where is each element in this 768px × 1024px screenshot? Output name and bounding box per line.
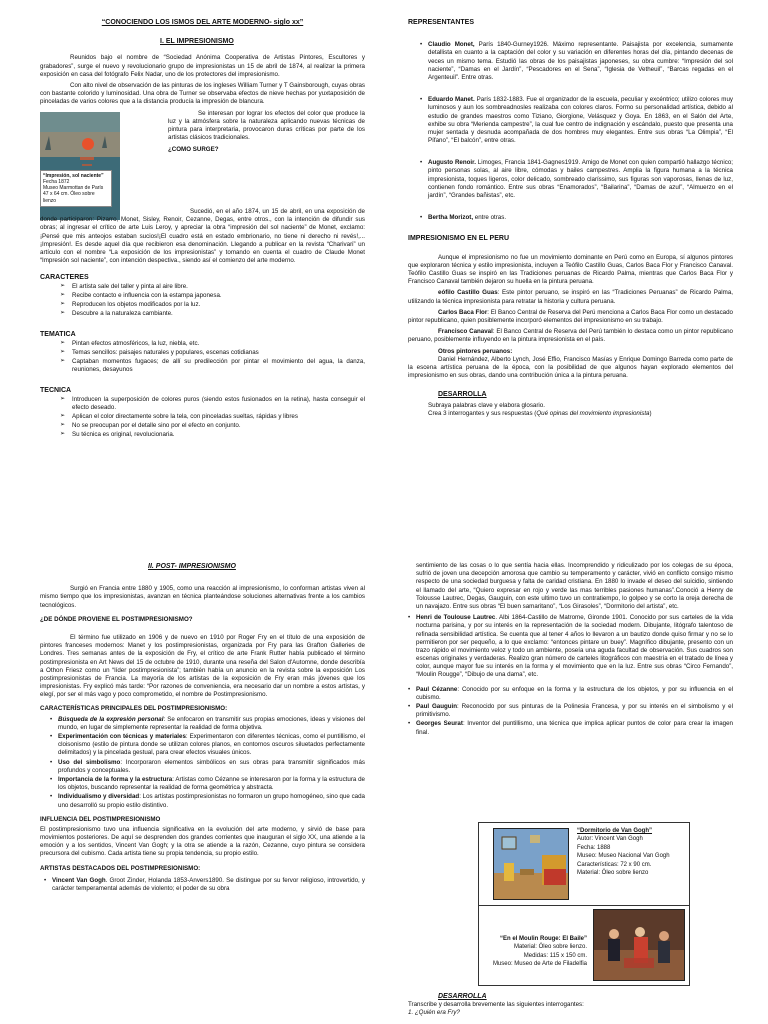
desarrolla-heading: DESARROLLA: [438, 391, 487, 399]
list-item: ➢ Temas sencillos: paisajes naturales y populares, escenas cotidianas: [72, 349, 365, 357]
tecnica-heading: TECNICA: [40, 387, 72, 395]
influencia-paragraph: El postimpresionismo tuvo una influencia significativa en la evolución del arte moderno, y sirvió de base para movimientos posteriores. De aquí se desprenden dos grandes corrientes que inauguran el siglo XX, una atiende a la emoción y a los sentidos, Vincent Van Gogh; y la otra se atiende a la razón, Cezanne, cuyo pintura se considera precursora del cubismo. Cada artista tiene su propia tendencia, su propio estilo.: [40, 825, 365, 858]
list-item: • Individualismo y diversidad: Los artistas postimpresionistas no formaron un grupo homogéneo, sino que cada uno desarrolló su propio estilo distintivo.: [58, 793, 365, 809]
list-item: ➢ Pintan efectos atmosféricos, la luz, niebla, etc.: [72, 340, 365, 348]
list-item: • Importancia de la forma y la estructura: Artistas como Cézanne se interesaron por la forma y la estructura de los objetos, buscando representar la realidad de forma geométrica y abstracta.: [58, 776, 365, 792]
list-item: • Experimentación con técnicas y materiales: Experimentaron con diferentes técnicas, como el puntillismo, el cloisonismo (estilo de pintura donde se utilizan colores planos, en contornos oscuros siluetados perfectamente delimitados) y la pincelada gestual, para crear efectos visuales únicos.: [58, 733, 365, 758]
peru-heading: IMPRESIONISMO EN EL PERU: [408, 235, 509, 243]
list-item: ➢ Reproducen los objetos modificados por la luz.: [72, 301, 365, 309]
impresionismo-paragraph-1: Reunidos bajo el nombre de “Sociedad Anónima Cooperativa de Artistas Pintores, Escultores y grabadores”, surge el nuevo y revolucionario grupo de impresionistas un 15 de abril de 1874, al realizar la primera exposición en casa del fotógrafo Felix Nadar, uno de los protectores del impresionismo.: [40, 54, 365, 78]
list-item: • Búsqueda de la expresión personal: Se enfocaron en transmitir sus propias emociones, ideas y visiones del mundo, en lugar de simplemente representar la realidad de forma objetiva.: [58, 716, 365, 732]
caracteristicas-heading: CARACTERÍSTICAS PRINCIPALES DEL POSTIMPRESIONISMO:: [40, 705, 228, 713]
moulin-rouge-painting: [593, 909, 685, 981]
list-item: ➢ Captaban momentos fugaces; de allí su predilección por pintar el movimiento del agua, la danza, reuniones, desayunos: [72, 358, 365, 374]
text-beside-painting: [168, 110, 365, 157]
artistas-list: [40, 877, 365, 893]
caracteres-heading: CARACTERES: [40, 274, 89, 282]
list-item: ➢ El artista sale del taller y pinta al aire libre.: [72, 283, 365, 291]
artist-cezanne: • Paul Cézanne: Conocido por su enfoque en la forma y la estructura de los objetos, y por su influencia en el cubismo.: [416, 686, 733, 702]
painting-caption: “Impresión, sol naciente” Fecha 1872 Museo Marmottan de París 47 x 64 cm. Óleo sobre lienzo: [40, 170, 112, 207]
top-left-history: [40, 208, 365, 440]
desarrolla-item-2: Crea 3 interrogantes y sus respuestas (Qué opinas del movimiento impresionista): [428, 409, 652, 417]
como-surge-paragraph: Sucedió, en el año 1874, un 15 de abril, en una exposición de donde participaron: Pizarro, Monet, Sisley, Renoir, Cezanne, Degas, entre otros., con la intención de difundir sus obras; al ingresar el crítico de arte Luis Leroy, y apreciar la obra “impresión del sol naciente” de Monet, exclamo: ¡Pensé que mis anteojos estaban sucios!¡El cuadro está en estado embrionario, no tiene ni derecho ni revés!,...¡Impresión!. Es desde aquel día que recibieron esa denominación. Llegando a publicar en la revista “Charivari” un artículo con el nombre “La exposición de los impresionistas” y tomando en cuenta el cuadro de Claude Monet “Impresión sol naciente”, con intención despectiva., siendo así el comienzo del arte moderno.: [40, 208, 365, 265]
doc-title: “CONOCIENDO LOS ISMOS DEL ARTE MODERNO- siglo xx”: [101, 19, 304, 26]
dormitorio-image: [494, 829, 568, 899]
bottom-right-desarrolla: [408, 992, 733, 1018]
representantes-list: [408, 41, 733, 222]
post-paragraph-1: Surgió en Francia entre 1880 y 1905, como una reacción al impresionismo, lo conforman artistas viven al mismo tiempo que los impresionistas, avanzan en técnica planteándose soluciones alternativas frente a los cambios tecnológicos.: [40, 585, 365, 609]
artist-morizot: • Bertha Morizot, entre otras.: [428, 214, 733, 222]
impresion-sol-naciente-painting: [40, 112, 120, 220]
moulin-rouge-image: [594, 910, 684, 980]
artist-toulouse: • Henri de Toulouse Lautrec. Albi 1864-Castillo de Matrome, Gironde 1901. Conocido por sus carteles de la vida nocturna parisina, y por su interés en la representación de la sociedad modern. Dibujante, litógrafo talentoso de refinada sensibilidad artística. Se cuenta que al tener 4 años lo llevaron a un bautizo donde quiso firmar y no se lo permitieron por ser pequeño, a lo que exclamo: “entonces pintare un buey”. Magnífico dibujante, presento con un trazo rápido el movimiento veloz y todo un ambiente, poseía una aguda facultad de observación. Sus cuadros son escenas originales y verdaderas. Realizo gran número de carteles litográficos con maestría en el tratado de línea y color, aunque mayor fue su interés en la forma y el movimiento que en la luz. Entre sus obras “Circo Fernando”, “Moulin Rougge”, “Dibujo de una dama”, etc.: [416, 614, 733, 680]
otros-paragraph: Daniel Hernández, Alberto Lynch, José Effio, Francisco Masías y Enrique Domingo Barreda como parte de la escena artística peruana de la época, con la posibilidad de que algunos hayan explorado elementos del impresionismo en sus obras, dando una contribución única a la pintura peruana.: [408, 355, 733, 380]
desarrolla-question-1: 1. ¿Quién era Fry?: [408, 1009, 460, 1017]
obras-table: [478, 822, 690, 986]
artist-monet: • Claudio Monet, París 1840-Gurney1926. Máximo representante. Paisajista por excelencia, sumamente detallista en cuanto a la captación del color y su variación en diferentes horas del día, pintando decenas de veces un mismo tema. Estudió las obras de los paisajistas japoneses, su obra cumbre: “Impresión del sol naciente”, “Damas en el Jardín”, “Pescadores en el Sena”, “Iglesia de Vetheuil”, “Barcas regadas en el Argenteuil”. Entre otras.: [428, 41, 733, 82]
baca-paragraph: Carlos Baca Flor: El Banco Central de Reserva del Perú menciona a Carlos Baca Flor como un destacado pintor republicano, quien posiblemente incorporó elementos del impresionismo en su trabajo.: [408, 308, 733, 324]
dormitorio-painting: [493, 828, 569, 900]
section-postimpresionismo: II. POST- IMPRESIONISMO: [148, 563, 236, 570]
artist-vangogh: • Vincent Van Gogh. Groot Zinder, Holanda 1853-Anvers1890. Se distingue por su fervor religioso, introvertido, y carácter temperamental además de violento; el poder de su obra: [52, 877, 365, 893]
list-item: ➢ Descubre a la naturaleza cambiante.: [72, 310, 365, 318]
artistas-heading: ARTISTAS DESTACADOS DEL POSTIMPRESIONISMO:: [40, 864, 201, 872]
caracteristicas-list: [40, 716, 365, 810]
list-item: • Uso del simbolismo: Incorporaron elementos simbólicos en sus obras para transmitir significados más profundos y conceptuales.: [58, 759, 365, 775]
bottom-right-column: [408, 562, 733, 738]
obra-row-1: [479, 823, 689, 906]
tematica-list: [40, 340, 365, 375]
representantes-heading: REPRESENTANTES: [408, 19, 474, 26]
influencia-heading: INFLUENCIA DEL POSTIMPRESIONISMO: [40, 815, 161, 823]
tecnica-list: [40, 396, 365, 440]
post-artists-list: [408, 614, 733, 737]
dormitorio-info: “Dormitorio de Van Gogh” Autor: Vincent Van Gogh Fecha: 1888 Museo: Museo Nacional Van Gogh Características: 72 x 90 cm. Material: Óleo sobre lienzo: [577, 828, 670, 876]
impresionismo-paragraph-2: Con alto nivel de observación de las pinturas de los ingleses William Turner y T Gainsborough, cuyas obras con bastante colorido y luminosidad. Una obra de Turner se observaba efectos de nieve hechas por yuxtaposición de pinceladas de varios colores que a la distancia producía la impresión de blancura.: [40, 82, 365, 106]
artist-manet: • Eduardo Manet. París 1832-1883. Fue el organizador de la escuela, peculiar y excéntrico; utilizo colores muy luminosos y aun los sombreadnosles realizaba con colores claros. Formo su personalidad artística, debido al estudio de grandes maestros como Tiziano, Giorgione, Velásquez y Goya. En 1863, en el Salón del Arte, exhibe su obra “Merienda campestre”, la cual fue centro de indignación y escándalo, puesto que presenta una mujer sentada y desnuda acompañada de dos hombres muy elegantes. Entre sus obras “La Olimpia”, “El Pífano”, “El balcón”, entre otras.: [428, 96, 733, 145]
origen-heading: ¿DE DÓNDE PROVIENE EL POSTIMPRESIONISMO?: [40, 615, 193, 623]
canaval-paragraph: Francisco Canaval: El Banco Central de Reserva del Perú también lo destaca como un pintor republicano peruano, posiblemente influyendo en la pintura impresionista en el país.: [408, 328, 733, 344]
list-item: ➢ Recibe contacto e influencia con la estampa japonesa.: [72, 292, 365, 300]
artist-seurat: • Georges Seurat: Inventor del puntillismo, una técnica que implica aplicar puntos de color para crear la imagen final.: [416, 720, 733, 736]
list-item: ➢ Aplican el color directamente sobre la tela, con pinceladas sueltas, rápidas y libres: [72, 413, 365, 421]
section-impresionismo: I. EL IMPRESIONISMO: [160, 38, 234, 46]
top-right-column: [408, 18, 733, 418]
artist-renoir: • Augusto Renoir. Limoges, Francia 1841-Gagnes1919. Amigo de Monet con quien compartió hallazgo técnico; pinto personas solas, al aire libre, cómodas y bailes campestres. Amplia la figura humana a la técnica impresionista, toques ligeros, color delicado, sombreado claríssimo, sus figuras son vaporosas, llenas de luz, contienen fondo romántico. Entre sus obras “Enamorados”, “Bailarina”, “Damas de azul”, “Almuerzo en el jardín”, “Grandes bañistas”, etc.: [428, 159, 733, 200]
list-item: ➢ Su técnica es original, revolucionaria.: [72, 431, 365, 439]
desarrolla-heading-2: DESARROLLA: [438, 993, 487, 1000]
tematica-heading: TEMATICA: [40, 331, 76, 339]
peru-paragraph: Aunque el impresionismo no fue un movimiento dominante en Perú como en Europa, sí algunos pintores que exploraron técnica y estilo impresionista, incluyen a Teófilo Castillo Guas, Carlos Baca Flor y Francisco Canaval. Teófilo Castillo Guas se inspiró en las Tradiciones peruanas de Ricardo Palma, mientras que Carlos Baca Flor y Francisco Canaval también dejaron su huella en la pintura peruana.: [408, 253, 733, 286]
list-item: ➢ No se preocupan por el detalle sino por el efecto en conjunto.: [72, 422, 365, 430]
bottom-left-column: [40, 562, 365, 894]
como-surge-heading: ¿COMO SURGE?: [168, 146, 219, 154]
impresionismo-paragraph-3: Se interesan por lograr los efectos del color que produce la luz y la atmósfera sobre la naturaleza aplicando nuevas técnicas de pintura para interpretaria, provocaron duras críticas por parte de los artistas clásicos tradicionales.: [168, 109, 365, 142]
caracteres-list: [40, 283, 365, 319]
list-item: ➢ Introducen la superposición de colores puros (siendo estos fusionados en la retina), hasta conseguir el efecto deseado.: [72, 396, 365, 412]
castillo-paragraph: eófilo Castillo Guas: Este pintor peruano, se inspiró en las “Tradiciones Peruanas” de Ricardo Palma, utilizando la técnica impresionista para retratar la historia y cultura peruana.: [408, 289, 733, 305]
obra-row-2: [479, 905, 689, 985]
desarrolla-instruction: Transcribe y desarrolla brevemente las siguientes interrogantes:: [408, 1001, 584, 1009]
vangogh-continued: sentimiento de las cosas o lo que sentía hacia ellas. Incomprendido y ridiculizado por los colegas de su época, sufrió de joven una decepción amorosa que cambio su temperamento y carácter, vivió en conflicto consigo mismo respecto de una sociedad burguesa y falta de caridad cristiana. En 1880 lo invade el deseo del suicidio, sintiendo el llamado del arte, “Quiero expresar en rojo y verde las mas terribles pasiones humanas”.Conoció a Henry de Tolousse Lautrec, Degas, Gauguin, con este ultimo tuvo un contratiempo, lo golpeo y se corto la oreja derecha de un navajazo. Entre sus obras “El buen samaritano”, “Los Girasoles”, “Dormitorio del artista”, etc.: [416, 562, 733, 610]
desarrolla-item-1: Subraya palabras clave y elabora glosario.: [428, 401, 545, 409]
otros-heading: Otros pintores peruanos:: [438, 347, 513, 355]
moulin-rouge-info: “En el Moulin Rouge: El Baile” Material: Óleo sobre lienzo. Medidas: 115 x 150 cm. Museo: Museo de Arte de Filadelfia: [492, 936, 587, 968]
post-paragraph-2: El término fue utilizado en 1906 y de nuevo en 1910 por Roger Fry en el título de una exposición de pintores franceses modernos: Manet y los postimpresionistas, organizada por Fry para las Grafton Galleries de Londres. Tres semanas antes de la exposición de Fry, el crítico de arte Frank Rutter había publicado el término postimpresionista en Art News del 15 de octubre de 1910, durante una reseña del Salon d'Automne, donde describía a Othon Friesz como un “líder postimpresionista”; también había un anuncio en la revista sobre la exposición Los postimpresionistas de Francia. La mayoría de los artistas de la exposición de Fry eran más jóvenes que los impresionistas. Fry explicó más tarde: “Por razones de conveniencia, era necesario dar un nombre a estos artistas, y elegí, por ser el más vago y poco comprometido, el nombre de Postimpresionismo.: [40, 633, 365, 699]
artist-gauguin: • Paul Gauguin: Reconocido por sus pinturas de la Polinesia Francesa, y por su interés en el simbolismo y el primitivismo.: [416, 703, 733, 719]
